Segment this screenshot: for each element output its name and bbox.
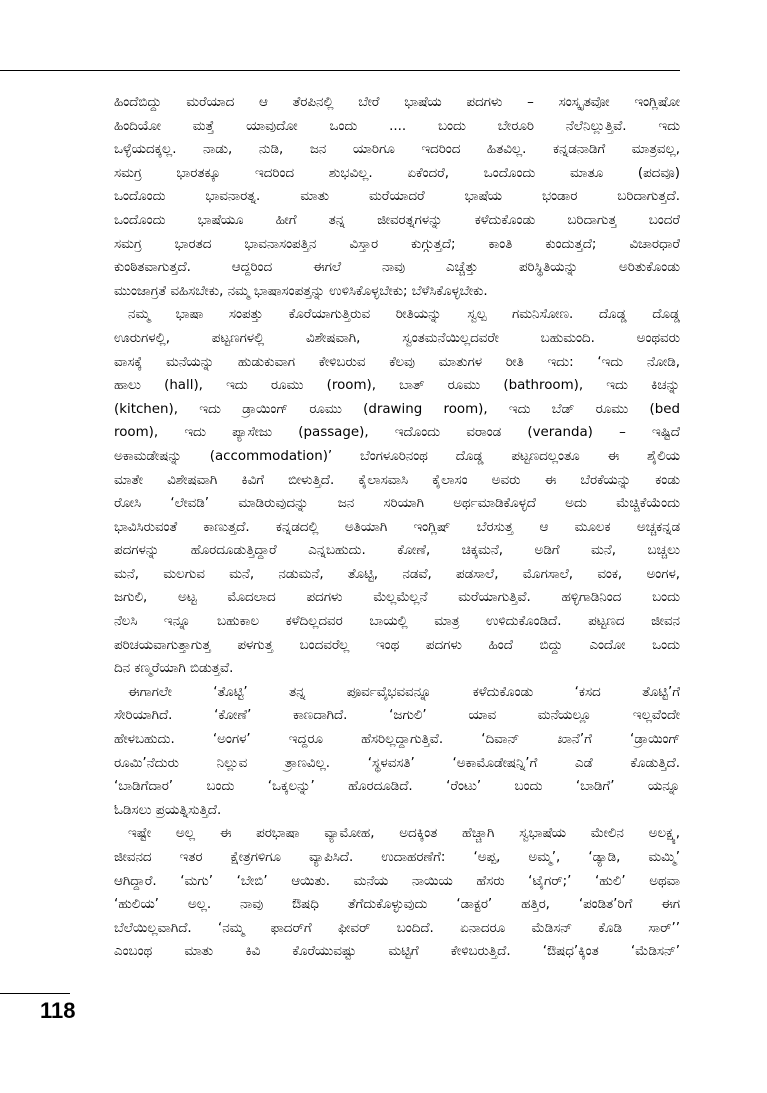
text-line: ಊರುಗಳಲ್ಲಿ, ಪಟ್ಟಣಗಳಲ್ಲಿ ವಿಶೇಷವಾಗಿ, ಸ್ವಂತಮನೆಯಿಲ್ಲದವರೇ ಬಹುಮಂದಿ. ಅಂಥವರು xyxy=(114,330,680,346)
text-line: ಪದಗಳನ್ನು ಹೊರದೂಡುತ್ತಿದ್ದಾರೆ ಎನ್ನಬಹುದು. ಕೋಣೆ, ಚಿಕ್ಕಮನೆ, ಅಡಿಗೆ ಮನೆ, ಬಚ್ಚಲು xyxy=(114,543,680,559)
text-line: ಈಗಾಗಲೇ ‘ತೊಟ್ಟಿ’ ತನ್ನ ಪೂರ್ವವೈಭವವನ್ನೂ ಕಳೆದುಕೊಂಡು ‘ಕಸದ ತೊಟ್ಟಿ’ಗೆ xyxy=(128,684,680,700)
text-line: ನಮ್ಮ ಭಾಷಾ ಸಂಪತ್ತು ಕೊರೆಯಾಗುತ್ತಿರುವ ರೀತಿಯನ್ನು ಸ್ವಲ್ಪ ಗಮನಿಸೋಣ. ದೊಡ್ಡ ದೊಡ್ಡ xyxy=(128,307,680,323)
paragraph-4 xyxy=(114,822,680,964)
text-line: ಒಂದೊಂದು ಭಾವನಾರತ್ನ. ಮಾತು ಮರೆಯಾದರೆ ಭಾಷೆಯ ಭಂಡಾರ ಬರಿದಾಗುತ್ತದೆ. xyxy=(114,189,680,205)
text-line: ಮುಂಜಾಗ್ರತೆ ವಹಿಸಬೇಕು, ನಮ್ಮ ಭಾಷಾಸಂಪತ್ತನ್ನು ಉಳಿಸಿಕೊಳ್ಳಬೇಕು; ಬೆಳೆಸಿಕೊಳ್ಳಬೇಕು. xyxy=(114,283,488,299)
text-line: ಸಮಗ್ರ ಭಾರತಕ್ಕೂ ಇದರಿಂದ ಶುಭವಿಲ್ಲ. ಏಕೆಂದರೆ, ಒಂದೊಂದು ಮಾತೂ (ಪದವೂ) xyxy=(114,165,680,181)
header-rule xyxy=(0,70,680,71)
text-line: ಹಾಲು (hall), ಇದು ರೂಮು (room), ಬಾತ್ ರೂಮು (bathroom), ಇದು ಕಿಚನ್ನು xyxy=(114,378,680,394)
text-line: room), ಇದು ಪ್ಯಾಸೇಜು (passage), ಇದೊಂದು ವರಾಂಡ (veranda) – ಇಷ್ಟಿದೆ xyxy=(114,425,680,441)
text-line: ಮಾತೇ ವಿಶೇಷವಾಗಿ ಕಿವಿಗೆ ಬೀಳುತ್ತಿದೆ. ಕೈಲಾಸವಾಸಿ ಕೈಲಾಸಂ ಅವರು ಈ ಬೆರಕೆಯನ್ನು ಕಂಡು xyxy=(114,472,680,488)
text-line: ಪರಿಚಯವಾಗುತ್ತಾಗುತ್ತ ಪಳಗುತ್ತ ಬಂದವರೆಲ್ಲ ಇಂಥ ಪದಗಳು ಹಿಂದೆ ಬಿದ್ದು ಎಂದೋ ಒಂದು xyxy=(114,637,680,653)
paragraph-3 xyxy=(114,681,680,823)
text-line: (kitchen), ಇದು ಡ್ರಾಯಿಂಗ್ ರೂಮು (drawing room), ಇದು ಬೆಡ್ ರೂಮು (bed xyxy=(114,401,680,417)
text-line: ‘ಬಾಡಿಗೆದಾರ’ ಬಂದು ‘ಒಕ್ಕಲನ್ನು’ ಹೊರದೂಡಿದೆ. ‘ರೆಂಟು’ ಬಂದು ‘ಬಾಡಿಗೆ’ ಯನ್ನೂ xyxy=(114,779,680,795)
text-line: ಬೆಲೆಯಿಲ್ಲವಾಗಿದೆ. ‘ನಮ್ಮ ಫಾದರ್‌ಗೆ ಫೀವರ್ ಬಂದಿದೆ. ಏನಾದರೂ ಮೆಡಿಸನ್ ಕೊಡಿ ಸಾರ್’’ xyxy=(114,920,680,936)
text-line: ಎಂಬಂಥ ಮಾತು ಕಿವಿ ಕೊರೆಯುವಷ್ಟು ಮಟ್ಟಿಗೆ ಕೇಳಿಬರುತ್ತಿದೆ. ‘ಔಷಧ’ಕ್ಕಿಂತ ‘ಮೆಡಿಸನ್’ xyxy=(114,944,680,960)
text-line: ಜೀವನದ ಇತರ ಕ್ಷೇತ್ರಗಳಿಗೂ ವ್ಯಾಪಿಸಿದೆ. ಉದಾಹರಣೆಗೆ: ‘ಅಪ್ಪ, ಅಮ್ಮ’, ‘ಡ್ಯಾಡಿ, ಮಮ್ಮಿ’ xyxy=(114,850,680,865)
text-line: ಹೇಳಬಹುದು. ‘ಅಂಗಳ’ ಇದ್ದರೂ ಹೆಸರಿಲ್ಲದ್ದಾಗುತ್ತಿವೆ. ‘ದಿವಾನ್ ಖಾನೆ’ಗೆ ‘ಡ್ರಾಯಿಂಗ್ xyxy=(114,732,680,748)
text-line: ವಾಸಕ್ಕೆ ಮನೆಯನ್ನು ಹುಡುಕುವಾಗ ಕೇಳಿಬರುವ ಕೆಲವು ಮಾತುಗಳ ರೀತಿ ಇದು: ‘ಇದು ನೋಡಿ, xyxy=(114,354,680,370)
text-line: ಭಾವಿಸಿರುವಂತೆ ಕಾಣುತ್ತದೆ. ಕನ್ನಡದಲ್ಲಿ ಅತಿಯಾಗಿ ಇಂಗ್ಲಿಷ್ ಬೆರಸುತ್ತ ಆ ಮೂಲಕ ಅಚ್ಚಕನ್ನಡ xyxy=(114,519,680,535)
text-line: ನೆಲಸಿ ಇನ್ನೂ ಬಹುಕಾಲ ಕಳೆದಿಲ್ಲದವರ ಬಾಯಲ್ಲಿ ಮಾತ್ರ ಉಳಿದುಕೊಂಡಿದೆ. ಪಟ್ಟಣದ ಜೀವನ xyxy=(114,614,680,630)
text-line: ಕುಂಠಿತವಾಗುತ್ತದೆ. ಆದ್ದರಿಂದ ಈಗಲೆ ನಾವು ಎಚ್ಚೆತ್ತು ಪರಿಸ್ಥಿತಿಯನ್ನು ಅರಿತುಕೊಂಡು xyxy=(114,260,680,276)
text-line: ಹಿಂದಿಯೋ ಮತ್ತೆ ಯಾವುದೋ ಒಂದು .... ಬಂದು ಬೇರೂರಿ ನೆಲೆನಿಲ್ಲುತ್ತಿವೆ. ಇದು xyxy=(114,118,680,134)
text-line: ಹಿಂದೆಬಿದ್ದು ಮರೆಯಾದ ಆ ತೆರಪಿನಲ್ಲಿ ಬೇರೆ ಭಾಷೆಯ ಪದಗಳು – ಸಂಸ್ಕೃತವೋ ಇಂಗ್ಲಿಷೋ xyxy=(114,95,680,110)
text-line: ದಿನ ಕಣ್ಮರೆಯಾಗಿ ಬಿಡುತ್ತವೆ. xyxy=(114,661,234,677)
text-line: ಸಮಗ್ರ ಭಾರತದ ಭಾವನಾಸಂಪತ್ತಿನ ವಿಸ್ತಾರ ಕುಗ್ಗುತ್ತದೆ; ಕಾಂತಿ ಕುಂದುತ್ತದೆ; ವಿಚಾರಧಾರೆ xyxy=(114,236,680,252)
text-line: ಜಗುಲಿ, ಅಟ್ಟ ಮೊದಲಾದ ಪದಗಳು ಮೆಲ್ಲಮೆಲ್ಲನೆ ಮರೆಯಾಗುತ್ತಿವೆ. ಹಳ್ಳಿಗಾಡಿನಿಂದ ಬಂದು xyxy=(114,590,680,606)
text-line: ಒಳ್ಳೆಯದಕ್ಕಲ್ಲ. ನಾಡು, ನುಡಿ, ಜನ ಯಾರಿಗೂ ಇದರಿಂದ ಹಿತವಿಲ್ಲ. ಕನ್ನಡನಾಡಿಗೆ ಮಾತ್ರವಲ್ಲ, xyxy=(114,142,680,158)
paragraph-1 xyxy=(114,91,680,303)
text-line: ಅಕಾಮಡೇಷನ್ನು (accommodation)’ ಬೆಂಗಳೂರಿನಂಥ ದೊಡ್ಡ ಪಟ್ಟಣದಲ್ಲಂತೂ ಈ ಶೈಲಿಯ xyxy=(114,448,680,464)
footer-rule xyxy=(0,993,70,994)
text-line: ಇಷ್ಟೇ ಅಲ್ಲ ಈ ಪರಭಾಷಾ ವ್ಯಾಮೋಹ, ಅದಕ್ಕಿಂತ ಹೆಚ್ಚಾಗಿ ಸ್ವಭಾಷೆಯ ಮೇಲಿನ ಅಲಕ್ಷ್ಯ, xyxy=(128,826,680,842)
body-text xyxy=(114,91,680,964)
text-line: ಸೇರಿಯಾಗಿದೆ. ‘ಕೋಣೆ’ ಕಾಣದಾಗಿದೆ. ‘ಜಗುಲಿ’ ಯಾವ ಮನೆಯಲ್ಲೂ ಇಲ್ಲವೆಂದೇ xyxy=(114,708,680,724)
text-line: ಓಡಿಸಲು ಪ್ರಯತ್ನಿಸುತ್ತಿದೆ. xyxy=(114,802,222,818)
text-line: ರೋಸಿ ‘ಲೇವಡಿ’ ಮಾಡಿರುವುದನ್ನು ಜನ ಸರಿಯಾಗಿ ಅರ್ಥಮಾಡಿಕೊಳ್ಳದೆ ಅದು ಮೆಚ್ಚಿಕೆಯೆಂದು xyxy=(114,496,680,512)
text-line: ಆಗಿದ್ದಾರೆ. ‘ಮಗು’ ‘ಬೇಬಿ’ ಆಯಿತು. ಮನೆಯ ನಾಯಿಯ ಹೆಸರು ‘ಟೈಗರ್;’ ‘ಹುಲಿ’ ಅಥವಾ xyxy=(114,873,680,889)
page-number: 118 xyxy=(40,998,76,1023)
text-line: ಮನೆ, ಮಲಗುವ ಮನೆ, ನಡುಮನೆ, ತೊಟ್ಟಿ, ನಡವೆ, ಪಡಸಾಲೆ, ಮೊಗಸಾಲೆ, ವಂಕ, ಅಂಗಳ, xyxy=(114,566,680,582)
text-line: ‘ಹುಲಿಯ’ ಅಲ್ಲ. ನಾವು ಔಷಧಿ ತೆಗೆದುಕೊಳ್ಳುವುದು ‘ಡಾಕ್ಟರ’ ಹತ್ತಿರ, ‘ಪಂಡಿತ’ರಿಗೆ ಈಗ xyxy=(114,897,680,913)
paragraph-2 xyxy=(114,303,680,681)
text-line: ರೂಮಿ’ನೆದುರು ನಿಲ್ಲುವ ತ್ರಾಣವಿಲ್ಲ. ‘ಸ್ಥಳವಸತಿ’ ‘ಅಕಾಮೊಡೇಷನ್ನಿ’ಗೆ ಎಡೆ ಕೊಡುತ್ತಿದೆ. xyxy=(114,755,680,771)
text-line: ಒಂದೊಂದು ಭಾಷೆಯೂ ಹೀಗೆ ತನ್ನ ಜೀವರತ್ನಗಳನ್ನು ಕಳೆದುಕೊಂಡು ಬರಿದಾಗುತ್ತ ಬಂದರೆ xyxy=(114,212,680,228)
